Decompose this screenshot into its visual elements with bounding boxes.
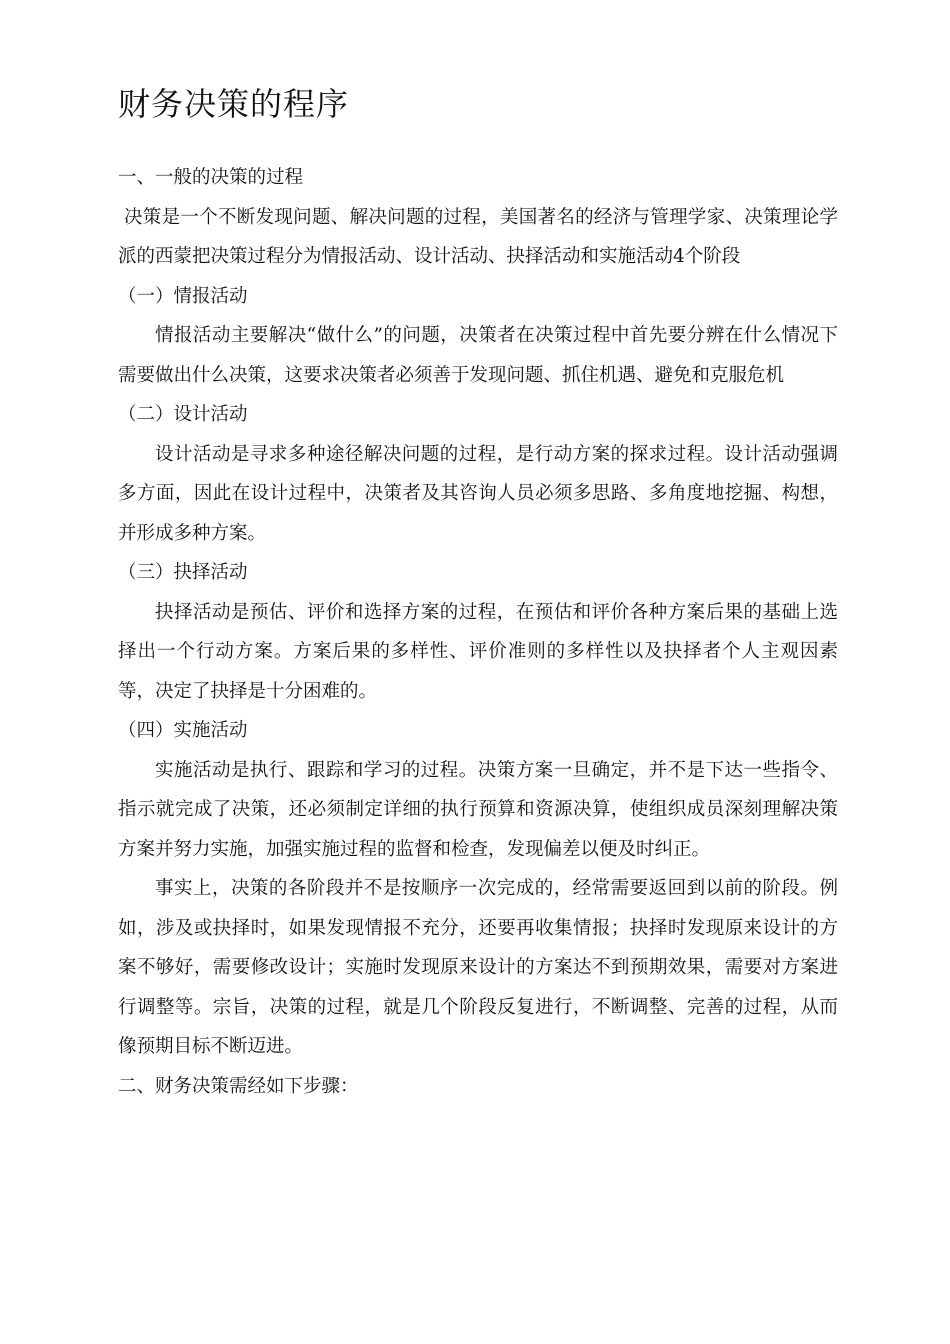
document-title: 财务决策的程序 xyxy=(118,85,350,123)
subsection-heading-design: （二）设计活动 xyxy=(118,404,248,425)
subsection-heading-implementation: （四）实施活动 xyxy=(118,720,248,741)
section-intro-paragraph: 决策是一个不断发现问题、解决问题的过程，美国著名的经济与管理学家、决策理论学派的西蒙把决策过程分为情报活动、设计活动、抉择活动和实施活动4个阶段 xyxy=(118,206,838,267)
subsection-heading-choice: （三）抉择活动 xyxy=(118,562,248,583)
subsection-body-intelligence: 情报活动主要解决“做什么”的问题，决策者在决策过程中首先要分辨在什么情况下需要做出什么决策，这要求决策者必须善于发现问题、抓住机遇、避免和克服危机 xyxy=(118,325,838,386)
subsection-body-design: 设计活动是寻求多种途径解决问题的过程，是行动方案的探求过程。设计活动强调多方面，因此在设计过程中，决策者及其咨询人员必须多思路、多角度地挖掘、构想，并形成多种方案。 xyxy=(118,443,838,544)
document-page xyxy=(118,78,838,1106)
subsection-heading-intelligence: （一）情报活动 xyxy=(118,285,248,307)
summary-paragraph: 事实上，决策的各阶段并不是按顺序一次完成的，经常需要返回到以前的阶段。例如，涉及或抉择时，如果发现情报不充分，还要再收集情报；抉择时发现原来设计的方案不够好，需要修改设计；实施时发现原来设计的方案达不到预期效果，需要对方案进行调整等。宗旨，决策的过程，就是几个阶段反复进行，不断调整、完善的过程，从而像预期目标不断迈进。 xyxy=(118,878,838,1057)
subsection-body-implementation: 实施活动是执行、跟踪和学习的过程。决策方案一旦确定，并不是下达一些指令、指示就完成了决策，还必须制定详细的执行预算和资源决算，使组织成员深刻理解决策方案并努力实施，加强实施过程的监督和检查，发现偏差以便及时纠正。 xyxy=(118,759,838,860)
subsection-body-choice: 抉择活动是预估、评价和选择方案的过程，在预估和评价各种方案后果的基础上选择出一个行动方案。方案后果的多样性、评价准则的多样性以及抉择者个人主观因素等，决定了抉择是十分困难的。 xyxy=(118,601,838,702)
section-heading-2: 二、财务决策需经如下步骤： xyxy=(118,1075,359,1097)
section-heading-1: 一、一般的决策的过程 xyxy=(118,167,304,188)
